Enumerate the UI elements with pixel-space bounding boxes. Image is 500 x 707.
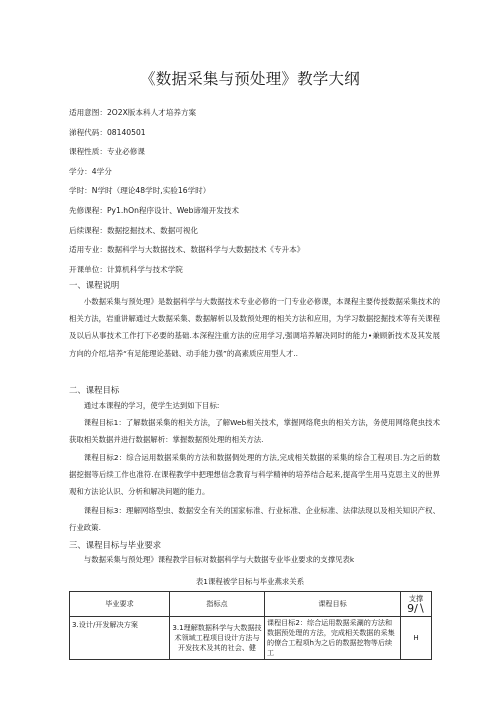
meta-applicable-plan: 适用意图：2O2X版本科人才培养方案: [69, 108, 197, 117]
meta-follow-up: 后续课程：数据挖掘技术、数据可视化: [69, 225, 199, 235]
meta-course-nature: 课程性质：专业必修课: [69, 147, 145, 157]
meta-majors: 适用专业：数据科学与大数据技术、数据科学与大数据技术《专升本》: [69, 245, 305, 255]
meta-department: 开课单位：计算机科学与技术学院: [69, 264, 183, 274]
section-heading-goals-vs-requirements: 三、课程目标与毕业要求: [69, 540, 162, 550]
header-requirement: 毕业要求: [70, 592, 170, 617]
requirements-table: [69, 591, 432, 660]
meta-hours: 学时：N学时（理论48学时,实验16学时）: [69, 186, 211, 196]
meta-credits: 学分：4学分: [69, 166, 112, 176]
cell-requirement: 3.设计/开发解决方案: [70, 617, 170, 660]
cell-course-goal: 课程目标2：综合运用数据采涮的方法和数据预处理的方法，完成相关数据的采集的僚合工程项h为之后的数据挖物等后续工: [265, 617, 401, 660]
document-title: 《数据采集与预处理》教学大纲: [140, 70, 360, 88]
course-meta-list: [69, 108, 449, 284]
header-indicator: 指标点: [170, 592, 265, 617]
goal-1-paragraph: 课程目标1：了解数据采集的相关方法，了解Web相关技术，掌握网络爬虫的相关方法，务使用网络爬虫技术获取相关数据并进行数据解析：掌握数据预处理的相关方法.: [69, 418, 440, 445]
meta-prerequisites: 先修课程：Py1.hOn程序设计、Web谛端开发技术: [69, 205, 239, 215]
section-heading-course-description: 一、课程说明: [69, 280, 120, 290]
section-heading-course-goals: 二、课程目标: [69, 385, 120, 395]
header-course-goal: 课程目标: [265, 592, 401, 617]
support-intro-paragraph: 与数据采集与预处理》课程教学目标对数据科学与大数据专业毕业要求的支撑见表k: [83, 555, 355, 564]
course-description-paragraph: 小数据采集与预处理》是数据科学与大数据技术专业必修的一门专业必修课，本课程主要传授数据采集技术的相关方法，岩重讲解通过大数据采集、数据解析以及数预处理的相关方法和应用，为学习数据挖掘技术等有关课程及以后从事技术工作打下必要的基础.本深程注重方法的应用学习,强调培养解决同时的能力•兼顾新技术及其发展方向的介绍,培养“有足能理论基础、动手能力强”的高素质应用型人才..: [69, 297, 440, 358]
table-caption: 表1课程被学目标与毕业燕求关系: [195, 577, 305, 586]
cell-support-level: H: [401, 617, 432, 660]
table-header-row: [70, 592, 432, 617]
table-row: [70, 617, 432, 660]
header-support: 支撑 9∕∖: [401, 592, 432, 617]
meta-course-code: 涕程代码：08140501: [69, 127, 146, 137]
goal-3-paragraph: 课程目标3：理解网络型虫、数据安全有关的国家标准、行业标准、企业标准、法律法现以及相关知识产权、行业政策.: [69, 506, 440, 533]
goals-intro-paragraph: 通过本课程的学习，使学生达到如下目标:: [83, 401, 220, 410]
goal-2-paragraph: 课程目标2：综合运用数据采集的方法和数据倜处理的方法,完成相关数据的采集的综合工程项目.为之后的数据挖掘等后续工作也准符.在课程教学中把理想信念教育与科学精神的培养结合起来,提高学生用马克思主义的世界观和方法论认识、分析和解决问题的能力。: [69, 453, 440, 497]
cell-indicator: 3.1理解数据科学与大数据技术领域工程项目设计方法与开发技术及其的社会、健: [170, 617, 265, 660]
